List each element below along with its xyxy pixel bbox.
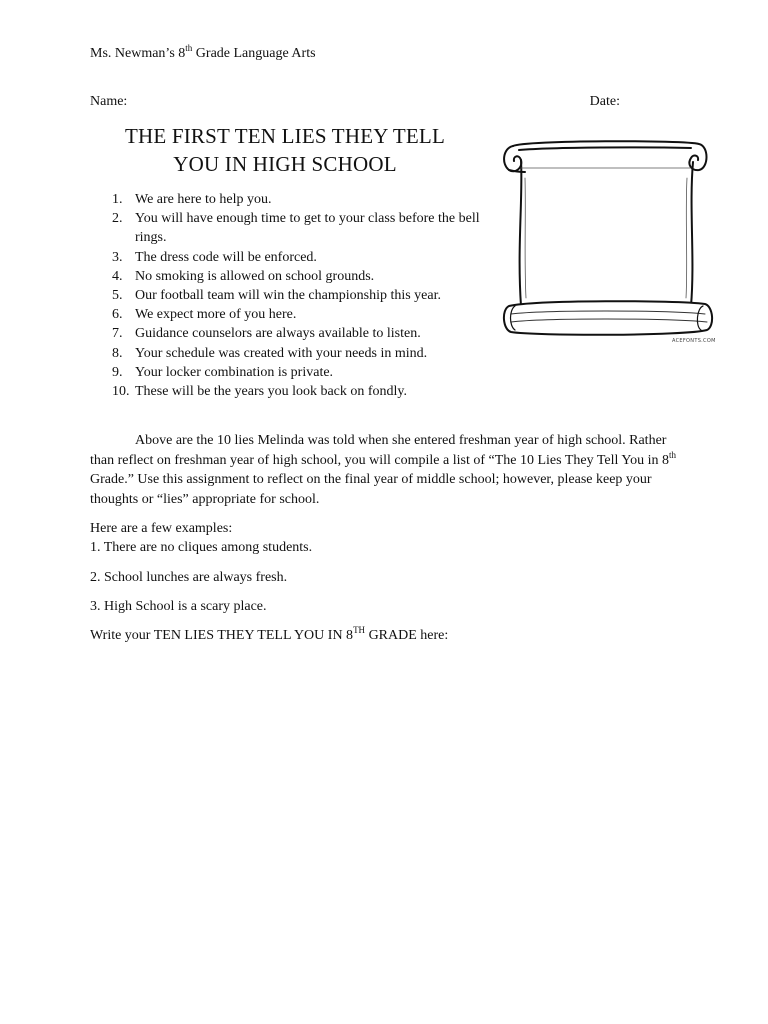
examples-intro: Here are a few examples: (90, 521, 233, 536)
list-item (112, 267, 482, 286)
page-title (100, 122, 470, 178)
list-number: 7. (112, 326, 123, 342)
list-number: 4. (112, 268, 123, 284)
list-item (112, 286, 482, 305)
title-line-2: YOU IN HIGH SCHOOL (173, 152, 397, 176)
instruction-suffix: GRADE here: (365, 628, 449, 643)
list-text: Our football team will win the championship this year. (135, 288, 441, 304)
course-header (90, 45, 316, 63)
paper-scroll-icon (495, 138, 717, 350)
list-item (112, 324, 482, 343)
list-number: 5. (112, 288, 123, 304)
list-text: These will be the years you look back on fondly. (135, 384, 408, 400)
list-item (112, 248, 482, 267)
list-text: We are here to help you. (135, 192, 272, 207)
list-number: 9. (112, 364, 123, 380)
course-suffix: Grade Language Arts (192, 46, 316, 61)
list-number: 3. (112, 249, 123, 265)
scroll-credit: ACEFONTS.COM (672, 338, 716, 344)
list-number: 2. (112, 211, 123, 227)
list-item (112, 209, 482, 247)
list-text: We expect more of you here. (135, 307, 297, 323)
list-item (112, 363, 482, 382)
list-item (112, 344, 482, 363)
date-label: Date: (589, 94, 620, 109)
list-text: The dress code will be enforced. (135, 249, 317, 265)
assignment-paragraph (90, 431, 690, 509)
paragraph-part-1: Above are the 10 lies Melinda was told when she entered freshman year of high school. Rather than reflect on freshman year of high school, you will compile a list of “The 10 Lies They Tell You in 8 (90, 433, 669, 468)
list-text: You will have enough time to get to your class before the bell rings. (135, 211, 480, 246)
instruction-superscript: TH (353, 625, 366, 635)
paragraph-part-2: Grade.” Use this assignment to reflect on the final year of middle school; however, please keep your thoughts or “lies” appropriate for school. (90, 472, 652, 507)
example-item: 3. High School is a scary place. (90, 599, 267, 614)
name-label: Name: (90, 94, 128, 109)
list-text: Your schedule was created with your needs in mind. (135, 345, 428, 361)
paragraph-superscript: th (669, 449, 677, 460)
course-prefix: Ms. Newman’s 8 (90, 46, 186, 61)
title-line-1: THE FIRST TEN LIES THEY TELL (124, 124, 445, 148)
list-item (112, 305, 482, 324)
list-number: 6. (112, 307, 123, 323)
list-item (112, 382, 482, 401)
example-item: 2. School lunches are always fresh. (90, 570, 288, 585)
lies-list (112, 190, 482, 401)
course-superscript: th (185, 43, 193, 53)
instruction-line (90, 626, 448, 646)
list-text: Your locker combination is private. (135, 364, 334, 380)
list-number: 1. (112, 192, 123, 207)
instruction-prefix: Write your TEN LIES THEY TELL YOU IN 8 (90, 628, 354, 643)
list-number: 10. (112, 384, 130, 400)
list-text: Guidance counselors are always available to listen. (135, 326, 421, 342)
example-item: 1. There are no cliques among students. (90, 540, 313, 555)
list-text: No smoking is allowed on school grounds. (135, 268, 375, 284)
list-number: 8. (112, 345, 123, 361)
list-item (112, 190, 482, 209)
